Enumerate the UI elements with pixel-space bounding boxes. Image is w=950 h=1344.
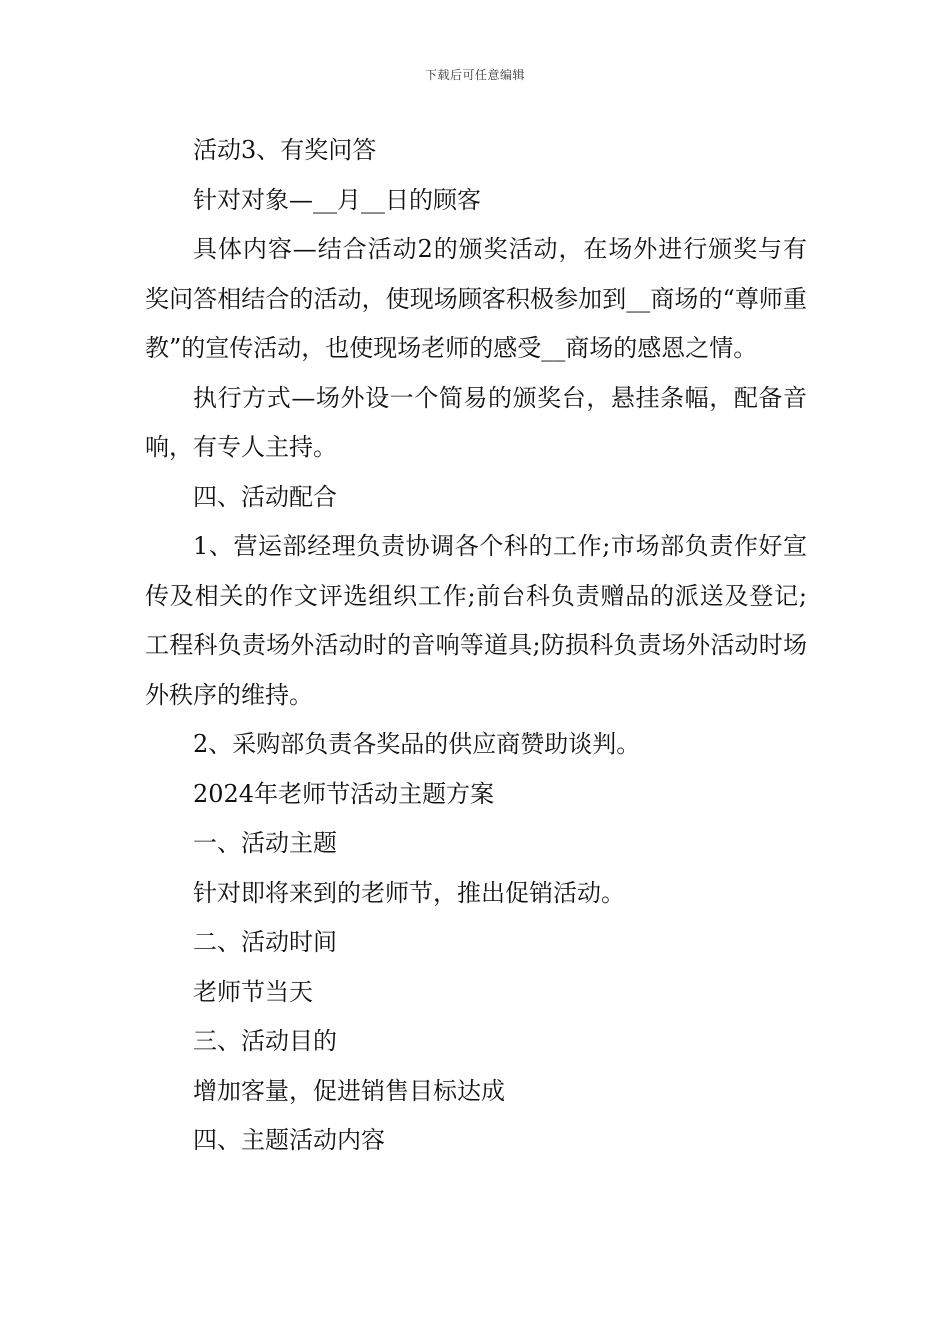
paragraph-target-audience: 针对对象—__月__日的顾客 xyxy=(193,185,481,214)
paragraph-section-coordination: 四、活动配合 xyxy=(193,482,337,511)
paragraph-time-text: 老师节当天 xyxy=(193,977,313,1006)
paragraph-execution-method: 执行方式—场外设一个简易的颁奖台，悬挂条幅，配备音响，有专人主持。 xyxy=(145,383,807,461)
paragraph-theme-text: 针对即将来到的老师节，推出促销活动。 xyxy=(193,878,625,907)
paragraph-section-time: 二、活动时间 xyxy=(193,928,337,956)
page-header: 下载后可任意编辑 xyxy=(424,68,525,82)
paragraph-plan-title: 2024年老师节活动主题方案 xyxy=(193,779,495,808)
paragraph-coordination-item-2: 2、采购部负责各奖品的供应商赞助谈判。 xyxy=(193,730,641,758)
paragraph-coordination-item-1: 1、营运部经理负责协调各个科的工作;市场部负责作好宣传及相关的作文评选组织工作;前台科负责赠品的派送及登记;工程科负责场外活动时的音响等道具;防损科负责场外活动时场外秩序的维持。 xyxy=(145,532,807,709)
paragraph-specific-content: 具体内容—结合活动2的颁奖活动，在场外进行颁奖与有奖问答相结合的活动，使现场顾客积极参加到__商场的“尊师重教”的宣传活动，也使现场老师的感受__商场的感恩之情。 xyxy=(145,235,807,362)
document-body xyxy=(145,126,807,1166)
paragraph-section-theme: 一、活动主题 xyxy=(193,829,337,857)
paragraph-activity-3-title: 活动3、有奖问答 xyxy=(193,136,377,164)
paragraph-section-content: 四、主题活动内容 xyxy=(193,1126,385,1154)
paragraph-section-purpose: 三、活动目的 xyxy=(193,1027,337,1055)
paragraph-purpose-text: 增加客量，促进销售目标达成 xyxy=(193,1076,505,1105)
